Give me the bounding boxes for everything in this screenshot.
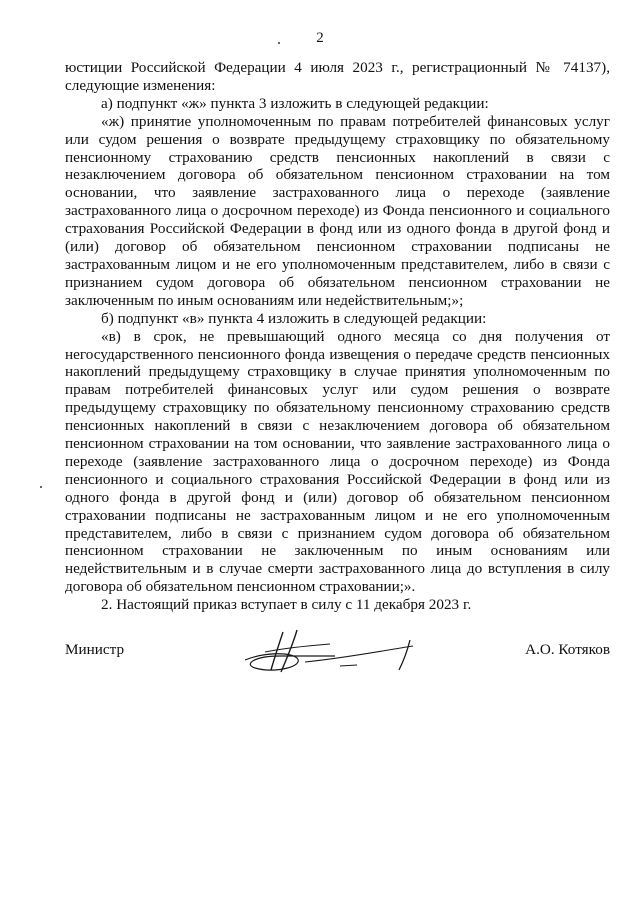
signatory-name: А.О. Котяков	[525, 641, 610, 658]
signature-block	[65, 630, 610, 680]
document-body	[65, 59, 610, 614]
scan-speck	[40, 486, 42, 488]
paragraph-effective-date: 2. Настоящий приказ вступает в силу с 11 декабря 2023 г.	[101, 596, 472, 614]
handwritten-signature	[235, 622, 425, 682]
paragraph-subitem-a: а) подпункт «ж» пункта 3 изложить в следующей редакции:	[101, 94, 489, 112]
paragraph-intro: юстиции Российской Федерации 4 июля 2023 г., регистрационный № 74137), следующие изменения:	[65, 59, 610, 94]
paragraph-subitem-b: б) подпункт «в» пункта 4 изложить в следующей редакции:	[101, 309, 487, 327]
paragraph-quote-zh: «ж) принятие уполномоченным по правам потребителей финансовых услуг или судом решения о возврате предыдущему страховщику по обязательному пенсионному страхованию средств пенсионных накоплений в связи с незаключением договора об обязательном пенсионном страховании на том основании, что заявление застрахованного лица о переходе (заявление застрахованного лица о досрочном переходе) из Фонда пенсионного и социального страхования Российской Федерации в фонд или из одного фонда в другой фонд и (или) договор об обязательном пенсионном страховании подписаны не застрахованным лицом и не его уполномоченным представителем, либо в связи с признанием судом договора об обязательном пенсионном страховании не заключенным по иным основаниям или недействительным;»;	[65, 112, 610, 309]
signatory-title: Министр	[65, 641, 125, 658]
page-number: 2	[316, 30, 324, 46]
paragraph-quote-v: «в) в срок, не превышающий одного месяца со дня получения от негосударственного пенсионного фонда извещения о передаче средств пенсионных накоплений предыдущему страховщику в случае принятия уполномоченным по правам потребителей финансовых услуг или судом решения о возврате предыдущему страховщику по обязательному пенсионному страхованию средств пенсионных накоплений в связи с незаключением договора об обязательном пенсионном страховании на том основании, что заявление застрахованного лица о переходе (заявление застрахованного лица о досрочном переходе) из Фонда пенсионного и социального страхования Российской Федерации в фонд или из одного фонда в другой фонд и (или) договор об обязательном пенсионном страховании подписаны не застрахованным лицом и не его уполномоченным представителем, либо в связи с признанием судом договора об обязательном пенсионном страховании не заключенным по иным основаниям или недействительным и в случае смерти застрахованного лица до вступления в силу договора об обязательном пенсионном страховании;».	[65, 327, 610, 596]
scan-speck	[278, 42, 280, 44]
